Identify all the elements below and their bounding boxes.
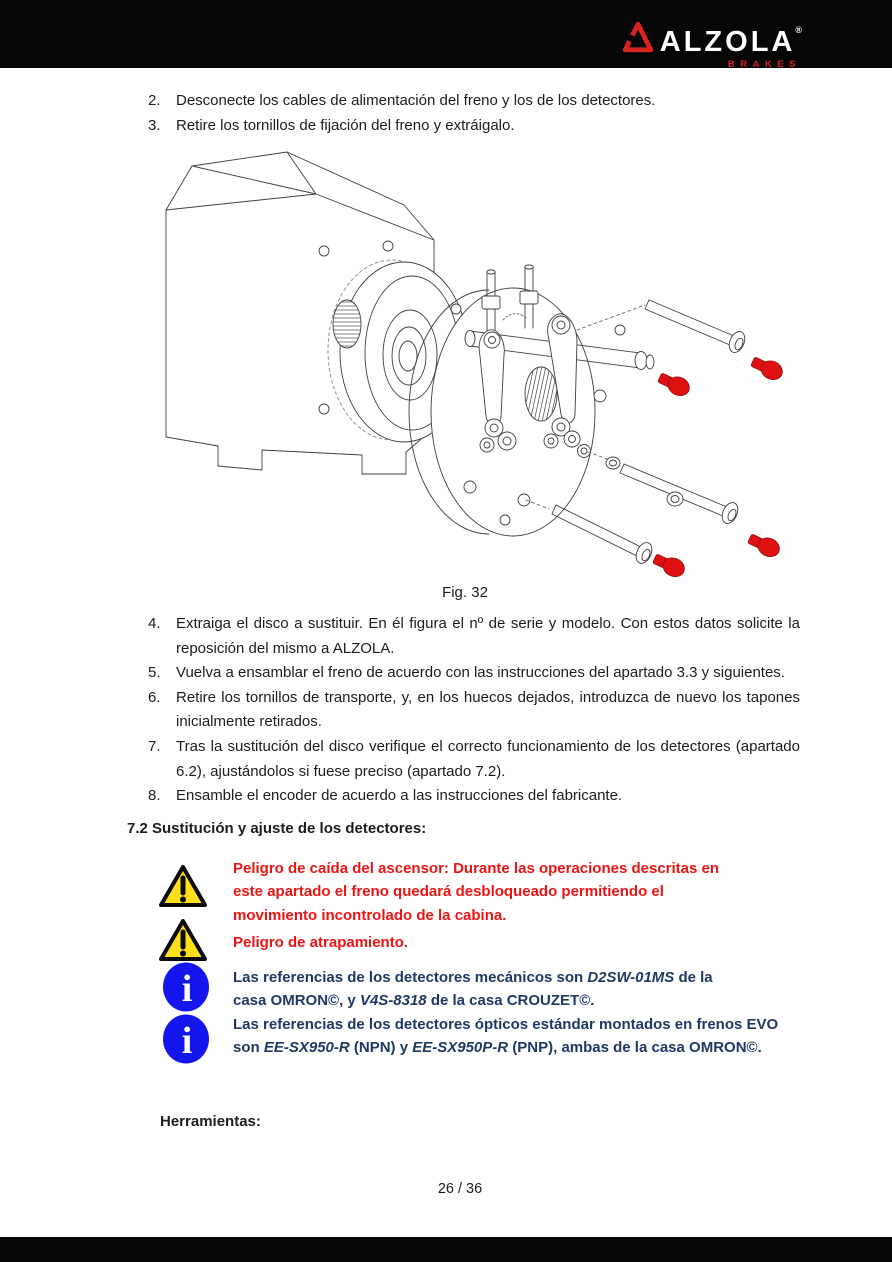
info-icon (162, 962, 210, 1012)
list-item-number: 4. (148, 615, 161, 632)
list-item-number: 2. (148, 92, 161, 109)
info-notice-text: Las referencias de los detectores ópticos estándar montados en frenos EVO son EE-SX950-R (NPN) y EE-SX950P-R (PNP), ambas de la casa OMRON©. (233, 1016, 779, 1057)
figure-32-exploded-view (130, 145, 810, 585)
brand-name: ALZOLA® (659, 25, 802, 58)
list-item-number: 8. (148, 787, 161, 805)
list-item-text: Vuelva a ensamblar el freno de acuerdo con las instrucciones del apartado 3.3 y siguientes. (176, 664, 785, 682)
figure-caption: Fig. 32 (442, 584, 488, 601)
section-heading-7-2 (127, 820, 426, 837)
list-item-text: Ensamble el encoder de acuerdo a las instrucciones del fabricante. (176, 787, 623, 805)
list-item-number: 5. (148, 664, 161, 682)
svg-text:i: i (181, 968, 193, 1010)
red-transport-plugs (651, 353, 786, 580)
info-notice-text: Las referencias de los detectores mecánicos son D2SW-01MS de la casa OMRON©, y V4S-8318 de la casa CROUZET©. (233, 969, 713, 1010)
list-item (148, 784, 802, 809)
warning-notice-text: Peligro de caída del ascensor: Durante las operaciones descritas en este apartado el freno quedará desbloqueado permitiendo el movimiento incontrolado de la cabina. (233, 860, 720, 924)
list-item (148, 661, 802, 686)
list-item (148, 686, 802, 735)
list-item (148, 735, 802, 784)
page-number: 26 / 36 (437, 1181, 483, 1197)
list-item-text: Extraiga el disco a sustituir. En él figura el nº de serie y modelo. Con estos datos solicite la reposición del mismo a ALZOLA. (176, 615, 800, 657)
procedure-steps-bottom (148, 612, 802, 809)
svg-text:i: i (181, 1020, 193, 1062)
brand-tagline: BRAKES (727, 59, 801, 70)
list-item-number: 3. (148, 116, 161, 134)
list-item (148, 612, 802, 661)
tools-heading: Herramientas: (160, 1113, 261, 1130)
brand-logo (622, 15, 802, 70)
list-item-text: Retire los tornillos de transporte, y, en los huecos dejados, introduzca de nuevo los tapones inicialmente retirados. (176, 688, 800, 731)
list-item (148, 114, 802, 139)
warning-triangle-icon (158, 917, 208, 963)
list-item-number: 7. (148, 737, 161, 755)
warning-notice-text: Peligro de atrapamiento. (233, 934, 409, 951)
list-item (148, 89, 802, 114)
procedure-steps-top (148, 89, 802, 138)
alzola-triangle-icon (622, 19, 654, 55)
registered-mark: ® (795, 25, 802, 35)
footer-band (0, 1237, 892, 1262)
warning-triangle-icon (158, 863, 208, 909)
section-number: 7.2 (127, 820, 148, 837)
list-item-text: Desconecte los cables de alimentación del freno y los de los detectores. (176, 92, 656, 109)
list-item-text: Retire los tornillos de fijación del freno y extráigalo. (176, 116, 515, 134)
list-item-number: 6. (148, 688, 161, 706)
list-item-text: Tras la sustitución del disco verifique el correcto funcionamiento de los detectores (apartado 6.2), ajustándolos si fuese preciso (apartado 7.2). (176, 737, 800, 780)
info-icon (162, 1014, 210, 1064)
section-title: Sustitución y ajuste de los detectores: (152, 820, 427, 837)
